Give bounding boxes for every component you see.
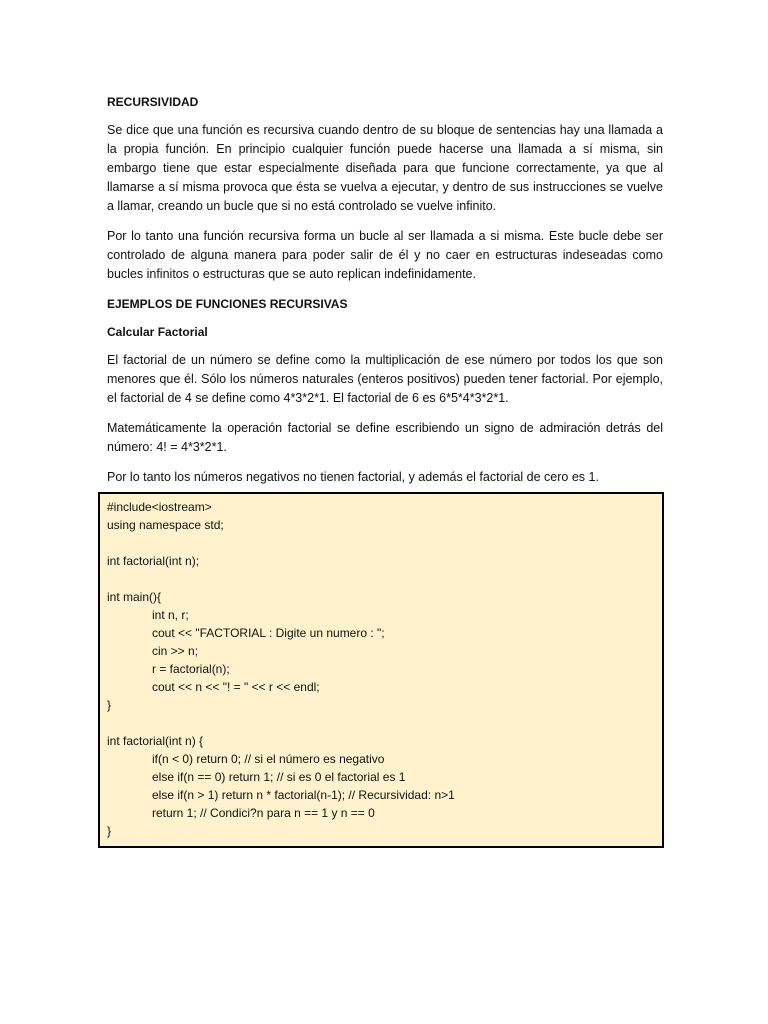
code-line: cin >> n;	[152, 644, 199, 658]
code-line: using namespace std;	[107, 518, 224, 532]
code-line: int main(){	[107, 590, 162, 604]
code-line	[107, 714, 662, 732]
section-title: EJEMPLOS DE FUNCIONES RECURSIVAS	[107, 297, 348, 311]
code-line: r = factorial(n);	[152, 662, 230, 676]
code-line	[107, 534, 662, 552]
code-line: int factorial(int n);	[107, 554, 200, 568]
code-line: int factorial(int n) {	[107, 734, 204, 748]
code-line: cout << "FACTORIAL : Digite un numero : ";	[152, 626, 385, 640]
paragraph-loop-control: Por lo tanto una función recursiva forma un bucle al ser llamada a si misma. Este bucle debe ser controlado de alguna manera para poder salir de él y no caer en estructuras indeseadas como bucles infinitos o estructuras que se auto replican indefinidamente.	[107, 229, 663, 281]
document-page	[107, 93, 663, 500]
paragraph-factorial-negatives: Por lo tanto los números negativos no tienen factorial, y además el factorial de cero es 1.	[107, 470, 599, 484]
code-line	[107, 570, 662, 588]
code-line: }	[107, 824, 112, 838]
code-line: cout << n << "! = " << r << endl;	[152, 680, 320, 694]
code-line: return 1; // Condici?n para n == 1 y n == 0	[152, 806, 375, 820]
code-line: #include<iostream>	[107, 500, 212, 514]
code-line: int n, r;	[152, 608, 189, 622]
paragraph-factorial-definition: El factorial de un número se define como la multiplicación de ese número por todos los que son menores que él. Sólo los números naturales (enteros positivos) pueden tener factorial. Por ejemplo, el factorial de 4 se define como 4*3*2*1. El factorial de 6 es 6*5*4*3*2*1.	[107, 353, 663, 405]
page-title: RECURSIVIDAD	[107, 95, 199, 109]
subsection-title: Calcular Factorial	[107, 325, 208, 339]
paragraph-definition: Se dice que una función es recursiva cuando dentro de su bloque de sentencias hay una llamada a la propia función. En principio cualquier función puede hacerse una llamada a sí misma, sin embargo tiene que estar especialmente diseñada para que funcione correctamente, ya que al llamarse a sí misma provoca que ésta se vuelva a ejecutar, y dentro de sus instrucciones se vuelve a llamar, creando un bucle que si no está controlado se vuelve infinito.	[107, 123, 663, 213]
code-line: if(n < 0) return 0; // si el número es negativo	[152, 752, 385, 766]
code-line: }	[107, 698, 112, 712]
code-line: else if(n == 0) return 1; // si es 0 el factorial es 1	[152, 770, 406, 784]
code-block	[98, 492, 664, 848]
code-line: else if(n > 1) return n * factorial(n-1); // Recursividad: n>1	[152, 788, 455, 802]
paragraph-factorial-notation: Matemáticamente la operación factorial se define escribiendo un signo de admiración detrás del número: 4! = 4*3*2*1.	[107, 421, 663, 454]
